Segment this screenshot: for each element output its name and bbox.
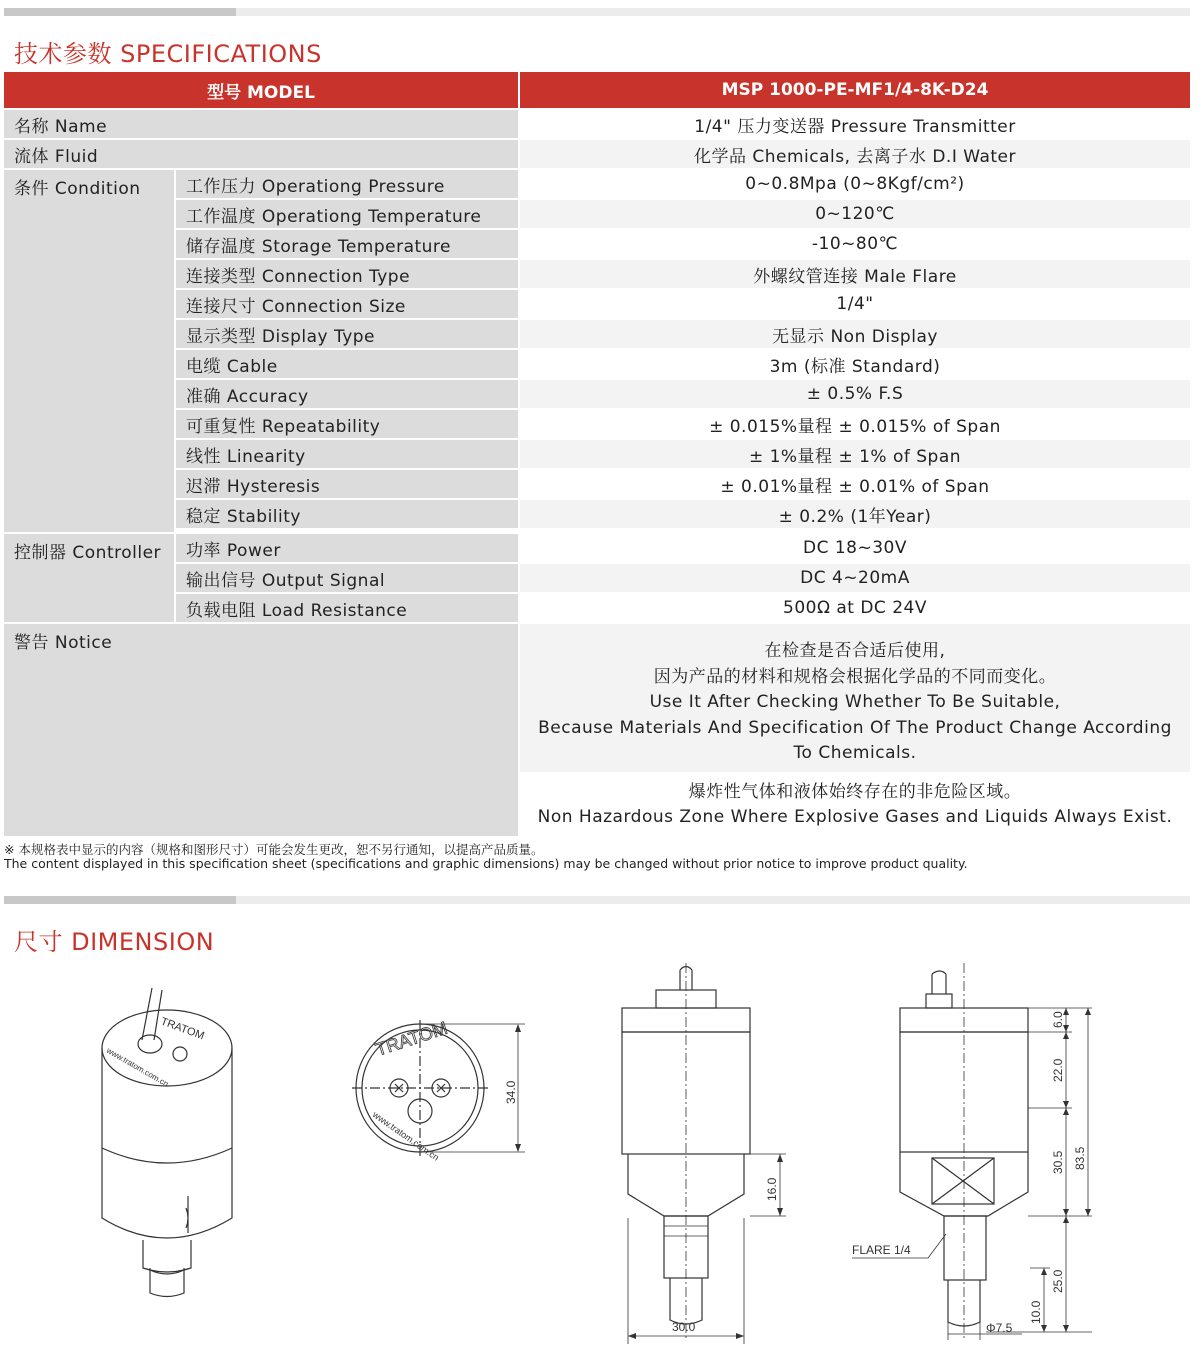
controller-row-value: DC 4~20mA <box>520 564 1190 592</box>
controller-row-value: 500Ω at DC 24V <box>520 594 1190 622</box>
dim-tip-height: 10.0 <box>1029 1300 1043 1324</box>
condition-row-value: 3m (标准 Standard) <box>520 350 1190 378</box>
name-label: 名称 Name <box>4 110 518 138</box>
condition-row-label: 连接类型 Connection Type <box>176 260 518 288</box>
footnote-cn: ※ 本规格表中显示的内容（规格和图形尺寸）可能会发生更改，恕不另行通知，以提高产品质量。 <box>4 842 544 857</box>
dim-upper-height: 22.0 <box>1051 1058 1065 1082</box>
condition-row-label: 工作温度 Operationg Temperature <box>176 200 518 228</box>
controller-row-value: DC 18~30V <box>520 534 1190 562</box>
top-view <box>352 1018 525 1163</box>
condition-row-value: 无显示 Non Display <box>520 320 1190 348</box>
notice-line: Because Materials And Specification Of The Product Change According <box>538 717 1172 738</box>
notice-line: Non Hazardous Zone Where Explosive Gases and Liquids Always Exist. <box>537 807 1173 827</box>
dim-total-height: 83.5 <box>1073 1146 1087 1170</box>
condition-row-value: ± 0.01%量程 ± 0.01% of Span <box>520 470 1190 498</box>
perspective-view <box>102 988 232 1297</box>
brand-text: TRATOM <box>373 1017 450 1060</box>
condition-row-value: ± 0.015%量程 ± 0.015% of Span <box>520 410 1190 438</box>
footnote <box>4 843 968 871</box>
condition-row-label: 稳定 Stability <box>176 500 518 528</box>
flare-label: FLARE 1/4 <box>852 1243 911 1257</box>
website-text: www.tratom.com.cn <box>105 1045 170 1089</box>
dim-top-diameter: 34.0 <box>504 1080 518 1104</box>
name-value: 1/4" 压力变送器 Pressure Transmitter <box>520 110 1190 138</box>
notice-line: To Chemicals. <box>793 743 917 764</box>
condition-row-value: ± 0.5% F.S <box>520 380 1190 408</box>
notice-label: 警告 Notice <box>4 624 518 836</box>
condition-row-value: 0~120℃ <box>520 200 1190 228</box>
brand-text: TRATOM <box>158 1015 206 1043</box>
section-divider <box>4 896 1190 904</box>
notice-block-1 <box>520 624 1190 772</box>
condition-row-label: 储存温度 Storage Temperature <box>176 230 518 258</box>
dim-mid-height: 30.5 <box>1051 1150 1065 1174</box>
condition-row-label: 准确 Accuracy <box>176 380 518 408</box>
condition-row-value: 1/4" <box>520 290 1190 318</box>
side-view <box>852 963 1092 1340</box>
dimension-section-title: 尺寸 DIMENSION <box>14 928 215 956</box>
model-header-label: 型号 MODEL <box>4 72 518 108</box>
controller-row-label: 输出信号 Output Signal <box>176 564 518 592</box>
dim-cap-height: 6.0 <box>1051 1011 1065 1028</box>
notice-block-2 <box>520 774 1190 836</box>
condition-row-label: 线性 Linearity <box>176 440 518 468</box>
notice-line: Use It After Checking Whether To Be Suitable, <box>649 692 1061 713</box>
condition-row-label: 迟滞 Hysteresis <box>176 470 518 498</box>
condition-row-label: 电缆 Cable <box>176 350 518 378</box>
section-divider <box>4 8 1190 16</box>
dim-fitting-height: 25.0 <box>1051 1269 1065 1293</box>
condition-row-value: ± 1%量程 ± 1% of Span <box>520 440 1190 468</box>
notice-line: 爆炸性气体和液体始终存在的非危险区域。 <box>688 781 1022 802</box>
notice-line: 在检查是否合适后使用, <box>764 641 946 662</box>
condition-row-label: 显示类型 Display Type <box>176 320 518 348</box>
notice-line: 因为产品的材料和规格会根据化学品的不同而变化。 <box>653 666 1057 687</box>
condition-row-label: 工作压力 Operationg Pressure <box>176 170 518 198</box>
condition-label: 条件 Condition <box>4 170 174 532</box>
controller-row-label: 功率 Power <box>176 534 518 562</box>
fluid-value: 化学品 Chemicals, 去离子水 D.I Water <box>520 140 1190 168</box>
controller-row-label: 负载电阻 Load Resistance <box>176 594 518 622</box>
condition-row-value: -10~80℃ <box>520 230 1190 258</box>
website-text: www.tratom.com.cn <box>370 1109 441 1163</box>
controller-label: 控制器 Controller <box>4 534 174 622</box>
condition-row-value: 0~0.8Mpa (0~8Kgf/cm²) <box>520 170 1190 198</box>
footnote-en: The content displayed in this specification sheet (specifications and graphic dimensions) may be changed without prior notice to improve product quality. <box>4 856 968 871</box>
fluid-label: 流体 Fluid <box>4 140 518 168</box>
dim-lower-height: 16.0 <box>765 1177 779 1201</box>
condition-row-label: 可重复性 Repeatability <box>176 410 518 438</box>
condition-row-value: 外螺纹管连接 Male Flare <box>520 260 1190 288</box>
dimension-drawings <box>0 948 1200 1348</box>
dim-tip-diameter: Φ7.5 <box>986 1321 1013 1335</box>
front-view <box>622 963 786 1344</box>
condition-row-label: 连接尺寸 Connection Size <box>176 290 518 318</box>
model-header-value: MSP 1000-PE-MF1/4-8K-D24 <box>520 72 1190 108</box>
spec-section-title: 技术参数 SPECIFICATIONS <box>14 40 322 68</box>
condition-row-value: ± 0.2% (1年Year) <box>520 500 1190 528</box>
dim-body-width: 30.0 <box>672 1320 696 1334</box>
